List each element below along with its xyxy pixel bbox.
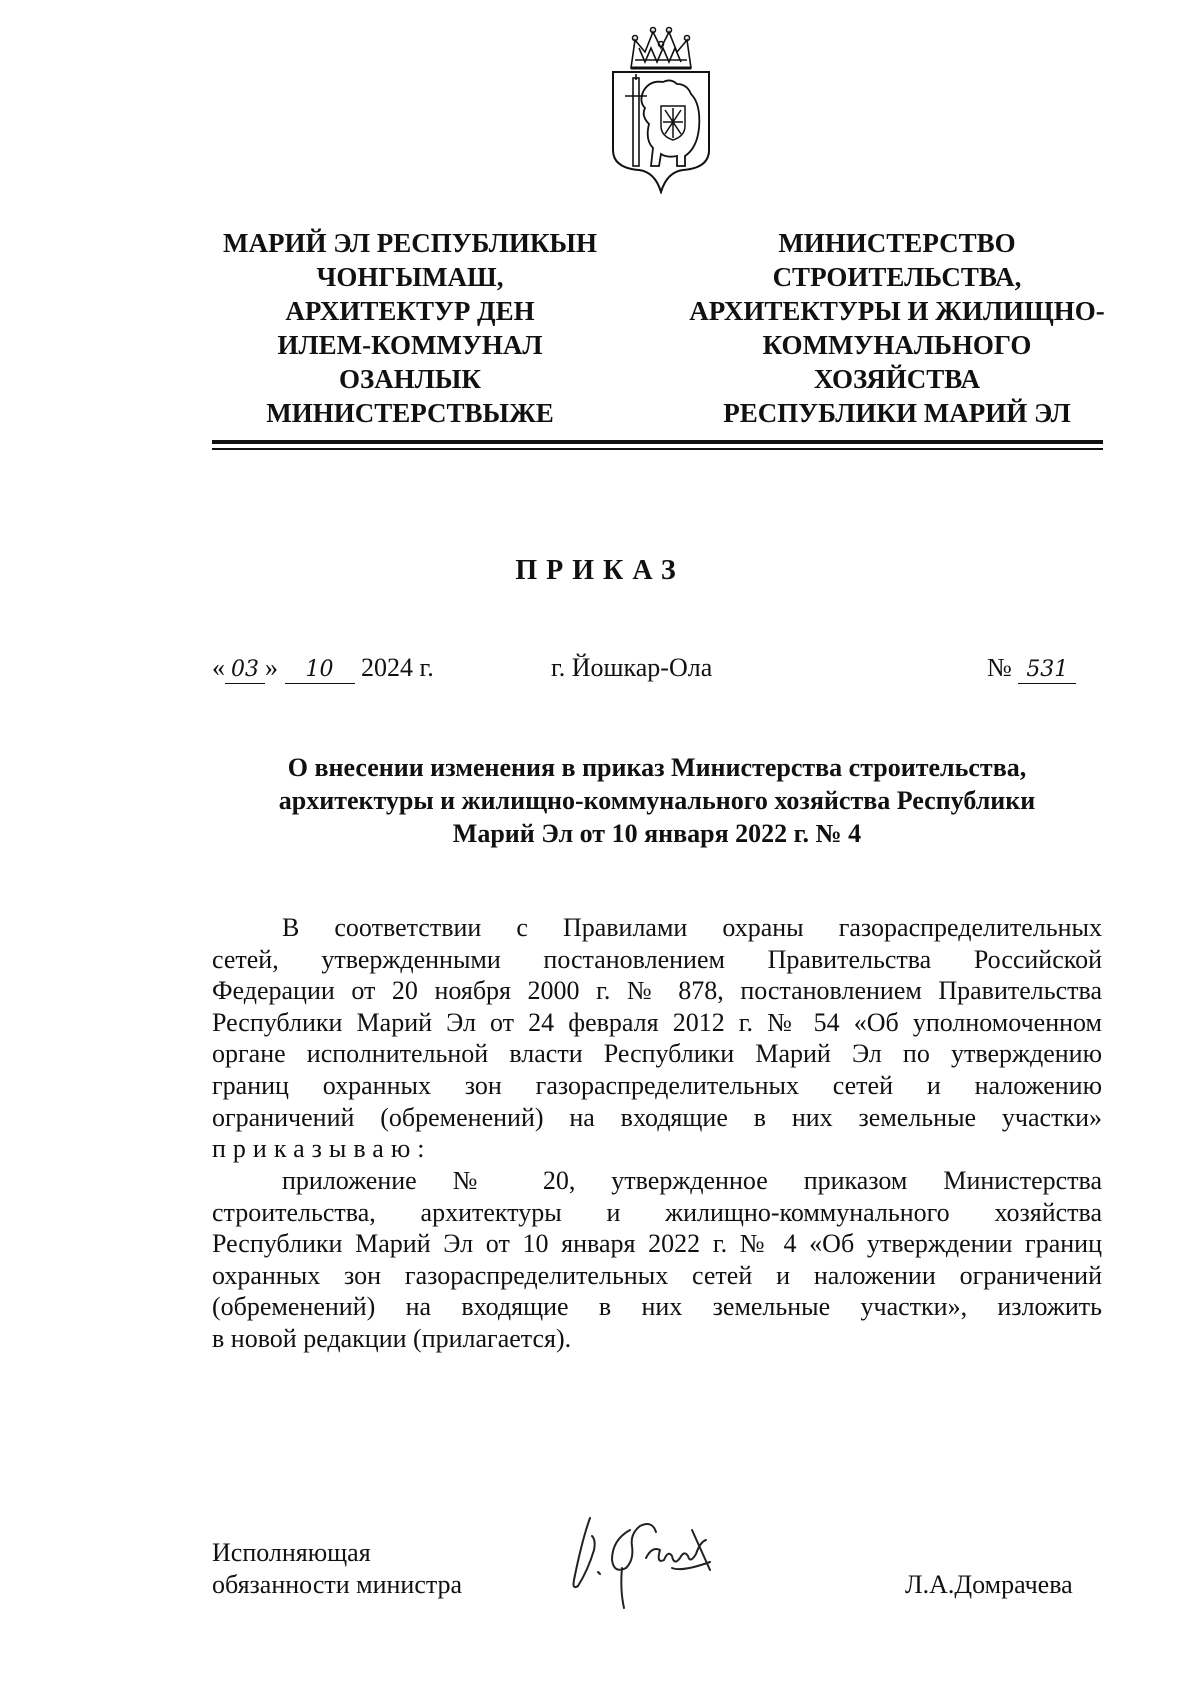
signer-name: Л.А.Домрачева (905, 1570, 1073, 1599)
order-city: г. Йошкар-Ола (551, 653, 713, 682)
subject-line: Марий Эл от 10 января 2022 г. № 4 (452, 819, 862, 848)
header-right-line: СТРОИТЕЛЬСТВА, (772, 262, 1022, 292)
order-subject (212, 751, 1102, 850)
body-line: сетей, утвержденными постановлением Правительства Российской (212, 944, 1102, 974)
body-line: приложение № 20, утвержденное приказом Министерства (282, 1166, 1102, 1195)
header-rule-thin (212, 448, 1103, 450)
order-word: приказываю: (212, 1134, 432, 1164)
quote-open: « (212, 653, 225, 682)
signer-position-line: обязанности министра (212, 1570, 463, 1599)
body-paragraph-preamble (212, 912, 1102, 1165)
body-line: границ охранных зон газораспределительных сетей и наложению (212, 1070, 1102, 1100)
body-line: Федерации от 20 ноября 2000 г. № 878, постановлением Правительства (212, 976, 1102, 1006)
body-line: Республики Марий Эл от 10 января 2022 г. № 4 «Об утверждении границ (212, 1229, 1102, 1259)
body-line: ограничений (обременений) на входящие в них земельные участки» (212, 1102, 1102, 1132)
order-date (212, 651, 434, 685)
body-line: охранных зон газораспределительных сетей и наложении ограничений (212, 1260, 1102, 1290)
header-right-line: ХОЗЯЙСТВА (813, 364, 981, 394)
header-left-mari (200, 226, 620, 430)
header-left-line: ЧОНГЫМАШ, (316, 262, 504, 292)
header-left-line: МИНИСТЕРСТВЫЖЕ (266, 398, 554, 428)
body-line: органе исполнительной власти Республики Марий Эл по утверждению (212, 1039, 1102, 1069)
body-line: (обременений) на входящие в них земельные участки», изложить (212, 1292, 1102, 1322)
header-left-line: ИЛЕМ-КОММУНАЛ (277, 330, 543, 360)
quote-close: » (265, 653, 278, 682)
body-line: в новой редакции (прилагается). (212, 1323, 572, 1353)
order-number (987, 651, 1076, 685)
subject-line: О внесении изменения в приказ Министерства строительства, (287, 753, 1027, 782)
order-month: 10 (285, 657, 355, 684)
body-line: строительства, архитектуры и жилищно-коммунального хозяйства (212, 1197, 1102, 1227)
header-left-line: МАРИЙ ЭЛ РЕСПУБЛИКЫН (223, 228, 597, 258)
body-line: В соответствии с Правилами охраны газораспределительных (282, 913, 1102, 942)
header-right-line: КОММУНАЛЬНОГО (762, 330, 1032, 360)
body-line: Республики Марий Эл от 24 февраля 2012 г. № 54 «Об уполномоченном (212, 1007, 1102, 1037)
header-right-line: МИНИСТЕРСТВО (778, 228, 1016, 258)
coat-of-arms-icon (605, 18, 717, 194)
signer-position-line: Исполняющая (212, 1538, 371, 1567)
header-right-russian (662, 226, 1132, 430)
signer-position (212, 1537, 462, 1601)
order-year: 2024 г. (361, 653, 434, 682)
order-number-value: 531 (1018, 657, 1076, 684)
signature-icon (560, 1510, 730, 1614)
header-rule-thick (212, 440, 1103, 444)
header-right-line: РЕСПУБЛИКИ МАРИЙ ЭЛ (723, 398, 1071, 428)
subject-line: архитектуры и жилищно-коммунального хозяйства Республики (278, 786, 1036, 815)
order-day: 03 (225, 657, 265, 684)
header-left-line: АРХИТЕКТУР ДЕН (285, 296, 535, 326)
body-paragraph-order (212, 1165, 1102, 1355)
header-right-line: АРХИТЕКТУРЫ И ЖИЛИЩНО- (689, 296, 1105, 326)
header-left-line: ОЗАНЛЫК (339, 364, 481, 394)
number-prefix: № (987, 653, 1012, 682)
document-type-title: ПРИКАЗ (515, 555, 685, 586)
